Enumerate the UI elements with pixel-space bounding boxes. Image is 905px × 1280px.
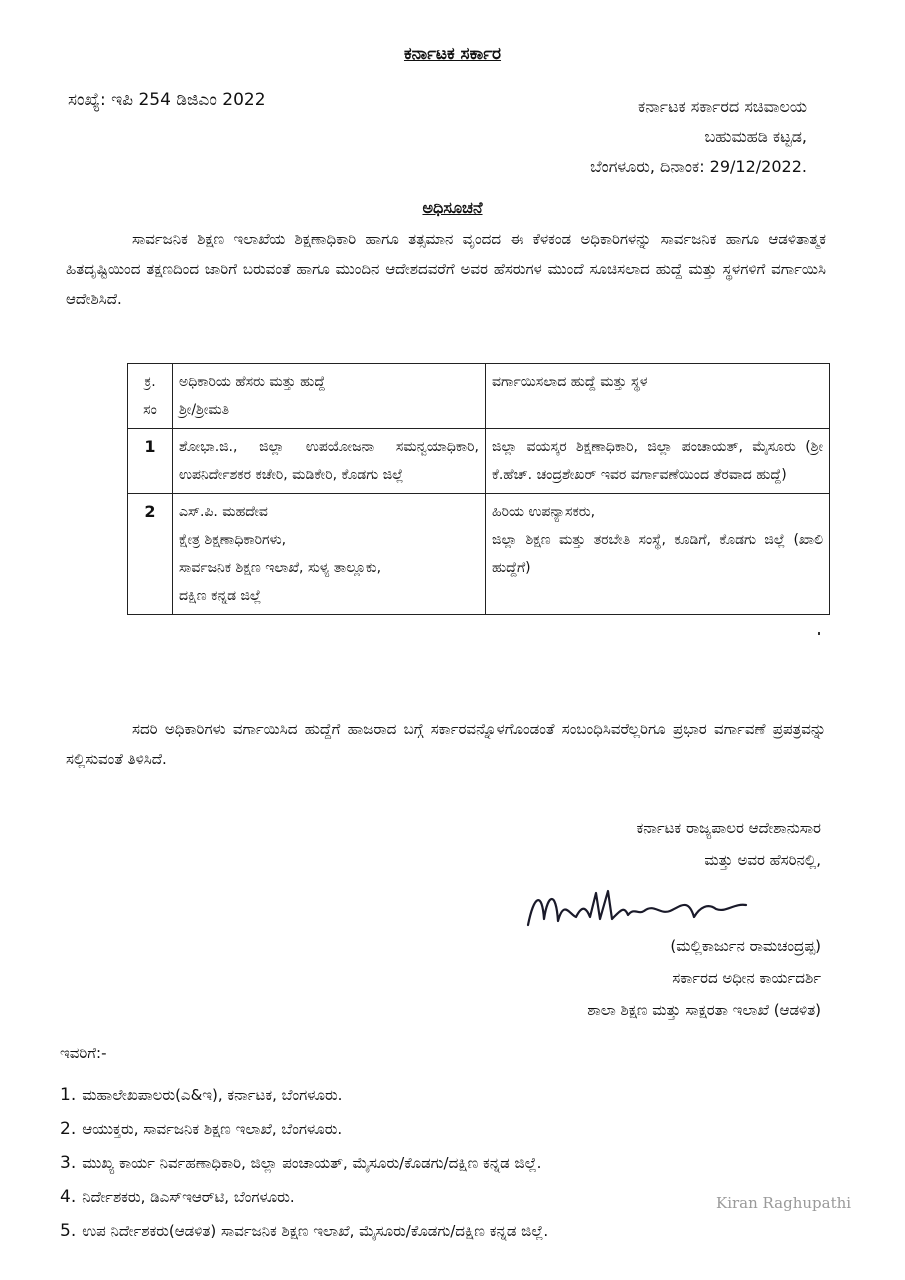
- header-serial: ಕ್ರ. ಸಂ: [128, 364, 173, 429]
- list-item: 1. ಮಹಾಲೇಖಪಾಲರು(ಎ&ಇ), ಕರ್ನಾಟಕ, ಬೆಂಗಳೂರು.: [60, 1085, 343, 1105]
- address-block: [590, 92, 807, 182]
- address-line-2: ಬಹುಮಹಡಿ ಕಟ್ಟಡ,: [704, 127, 807, 146]
- instruction-paragraph: ಸದರಿ ಅಧಿಕಾರಿಗಳು ವರ್ಗಾಯಿಸಿದ ಹುದ್ದೆಗೆ ಹಾಜರಾದ ಬಗ್ಗೆ ಸರ್ಕಾರವನ್ನೊಳಗೊಂಡಂತೆ ಸಂಬಂಧಿಸಿವರೆಲ್ಲರಿಗೂ ಪ್ರಭಾರ ವರ್ಗಾವಣೆ ಪ್ರಪತ್ರವನ್ನು ಸಲ್ಲಿಸುವಂತೆ ತಿಳಿಸಿದೆ.: [66, 720, 826, 768]
- transfer-table: [127, 363, 830, 615]
- signoff-line-1: ಕರ್ನಾಟಕ ರಾಜ್ಯಪಾಲರ ಆದೇಶಾನುಸಾರ: [636, 819, 821, 837]
- row-serial: 2: [128, 494, 173, 615]
- row-posting: ಜಿಲ್ಲಾ ವಯಸ್ಕರ ಶಿಕ್ಷಣಾಧಿಕಾರಿ, ಜಿಲ್ಲಾ ಪಂಚಾಯತ್, ಮೈಸೂರು (ಶ್ರೀ ಕೆ.ಹೆಚ್. ಚಂದ್ರಶೇಖರ್ ಇವರ ವರ್ಗಾವಣೆಯಿಂದ ತೆರವಾದ ಹುದ್ದೆ): [486, 429, 830, 494]
- header-posting: ವರ್ಗಾಯಿಸಲಾದ ಹುದ್ದೆ ಮತ್ತು ಸ್ಥಳ: [486, 364, 830, 429]
- officer-designation: ಸರ್ಕಾರದ ಅಧೀನ ಕಾರ್ಯದರ್ಶಿ: [672, 969, 821, 987]
- row-serial: 1: [128, 429, 173, 494]
- row-officer-name: ಶೋಭಾ.ಜಿ., ಜಿಲ್ಲಾ ಉಪಯೋಜನಾ ಸಮನ್ವಯಾಧಿಕಾರಿ, ಉಪನಿರ್ದೇಶಕರ ಕಚೇರಿ, ಮಡಿಕೇರಿ, ಕೊಡಗು ಜಿಲ್ಲೆ: [173, 429, 486, 494]
- document-title: ಕರ್ನಾಟಕ ಸರ್ಕಾರ: [403, 44, 502, 64]
- copy-to-list: [60, 1078, 860, 1248]
- notification-body: ಸಾರ್ವಜನಿಕ ಶಿಕ್ಷಣ ಇಲಾಖೆಯ ಶಿಕ್ಷಣಾಧಿಕಾರಿ ಹಾಗೂ ತತ್ಸಮಾನ ವೃಂದದ ಈ ಕೆಳಕಂಡ ಅಧಿಕಾರಿಗಳನ್ನು ಸಾರ್ವಜನಿಕ ಹಾಗೂ ಆಡಳಿತಾತ್ಮಕ ಹಿತದೃಷ್ಟಿಯಿಂದ ತಕ್ಷಣದಿಂದ ಜಾರಿಗೆ ಬರುವಂತೆ ಹಾಗೂ ಮುಂದಿನ ಆದೇಶದವರೆಗೆ ಅವರ ಹೆಸರುಗಳ ಮುಂದೆ ಸೂಚಿಸಲಾದ ಹುದ್ದೆ ಮತ್ತು ಸ್ಥಳಗಳಿಗೆ ವರ್ಗಾಯಿಸಿ ಆದೇಶಿಸಿದೆ.: [66, 230, 826, 308]
- address-date-line: ಬೆಂಗಳೂರು, ದಿನಾಂಕ: 29/12/2022.: [590, 157, 807, 176]
- watermark: Kiran Raghupathi: [716, 1194, 852, 1212]
- row-posting: ಹಿರಿಯ ಉಪನ್ಯಾಸಕರು, ಜಿಲ್ಲಾ ಶಿಕ್ಷಣ ಮತ್ತು ತರಬೇತಿ ಸಂಸ್ಥೆ, ಕೂಡಿಗೆ, ಕೊಡಗು ಜಿಲ್ಲೆ (ಖಾಲಿ ಹುದ್ದೆಗೆ): [486, 494, 830, 615]
- header-officer-name: ಅಧಿಕಾರಿಯ ಹೆಸರು ಮತ್ತು ಹುದ್ದೆ ಶ್ರೀ/ಶ್ರೀಮತಿ: [173, 364, 486, 429]
- list-item: 2. ಆಯುಕ್ತರು, ಸಾರ್ವಜನಿಕ ಶಿಕ್ಷಣ ಇಲಾಖೆ, ಬೆಂಗಳೂರು.: [60, 1119, 343, 1139]
- scan-speck: [818, 632, 820, 635]
- table-header-row: [128, 364, 830, 429]
- notification-heading: ಅಧಿಸೂಚನೆ: [422, 198, 483, 217]
- officer-name: (ಮಲ್ಲಿಕಾರ್ಜುನ ರಾಮಚಂದ್ರಪ್ಪ): [670, 937, 821, 955]
- row-officer-name: ಎಸ್.ಪಿ. ಮಹದೇವ ಕ್ಷೇತ್ರ ಶಿಕ್ಷಣಾಧಿಕಾರಿಗಳು, ಸಾರ್ವಜನಿಕ ಶಿಕ್ಷಣ ಇಲಾಖೆ, ಸುಳ್ಯ ತಾಲ್ಲೂಕು, ದಕ್ಷಿಣ ಕನ್ನಡ ಜಿಲ್ಲೆ: [173, 494, 486, 615]
- table-row: [128, 429, 830, 494]
- signoff-block: [636, 812, 821, 876]
- list-item: 3. ಮುಖ್ಯ ಕಾರ್ಯ ನಿರ್ವಹಣಾಧಿಕಾರಿ, ಜಿಲ್ಲಾ ಪಂಚಾಯತ್, ಮೈಸೂರು/ಕೊಡಗು/ದಕ್ಷಿಣ ಕನ್ನಡ ಜಿಲ್ಲೆ.: [60, 1153, 542, 1173]
- address-line-1: ಕರ್ನಾಟಕ ಸರ್ಕಾರದ ಸಚಿವಾಲಯ: [638, 97, 807, 116]
- officer-department: ಶಾಲಾ ಶಿಕ್ಷಣ ಮತ್ತು ಸಾಕ್ಷರತಾ ಇಲಾಖೆ (ಆಡಳಿತ): [587, 1001, 821, 1019]
- officer-block: [587, 930, 821, 1026]
- signoff-line-2: ಮತ್ತು ಅವರ ಹೆಸರಿನಲ್ಲಿ,: [704, 851, 821, 869]
- list-item: 4. ನಿರ್ದೇಶಕರು, ಡಿಎಸ್‌ಇಆರ್‌ಟಿ, ಬೆಂಗಳೂರು.: [60, 1187, 295, 1207]
- reference-number: ಸಂಖ್ಯೆ: ಇಪಿ 254 ಡಿಜಿಎಂ 2022: [68, 90, 266, 110]
- table-row: [128, 494, 830, 615]
- copy-to-heading: ಇವರಿಗೆ:-: [60, 1044, 107, 1062]
- signature-image: [520, 885, 760, 935]
- list-item: 5. ಉಪ ನಿರ್ದೇಶಕರು(ಆಡಳಿತ) ಸಾರ್ವಜನಿಕ ಶಿಕ್ಷಣ ಇಲಾಖೆ, ಮೈಸೂರು/ಕೊಡಗು/ದಕ್ಷಿಣ ಕನ್ನಡ ಜಿಲ್ಲೆ.: [60, 1221, 549, 1241]
